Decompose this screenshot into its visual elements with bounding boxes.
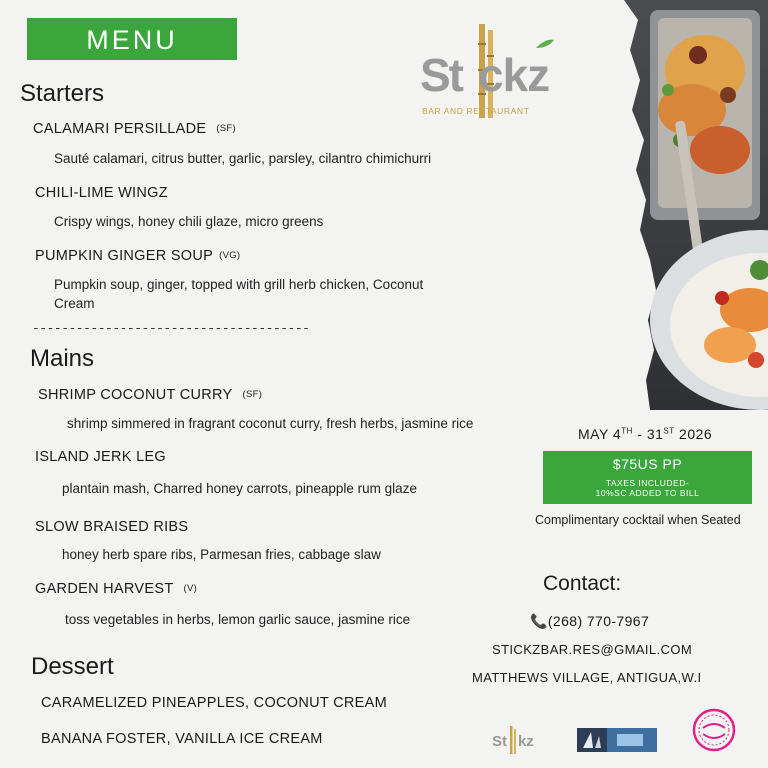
menu-banner: MENU bbox=[27, 18, 237, 60]
event-dates: MAY 4TH - 31ST 2026 bbox=[578, 426, 713, 442]
menu-item-name: SHRIMP COCONUT CURRY (SF) bbox=[38, 387, 263, 403]
contact-heading: Contact: bbox=[543, 572, 622, 595]
menu-item-name: CALAMARI PERSILLADE (SF) bbox=[33, 121, 236, 137]
dessert-heading: Dessert bbox=[31, 653, 114, 680]
complimentary-note: Complimentary cocktail when Seated bbox=[535, 513, 741, 527]
menu-item-description: shrimp simmered in fragrant coconut curry, fresh herbs, jasmine rice bbox=[67, 416, 474, 431]
logo-wordmark: St ckz bbox=[420, 49, 550, 101]
menu-item-description: Pumpkin soup, ginger, topped with grill herb chicken, Coconut Cream bbox=[54, 277, 424, 311]
footer-logo-restaurant-week bbox=[692, 708, 736, 752]
menu-item-name: CHILI-LIME WINGZ bbox=[35, 185, 168, 201]
menu-item-name: PUMPKIN GINGER SOUP (VG) bbox=[35, 248, 241, 264]
menu-item-name: GARDEN HARVEST (V) bbox=[35, 581, 198, 597]
footer-logo-partner bbox=[577, 728, 657, 752]
menu-item-name: CARAMELIZED PINEAPPLES, COCONUT CREAM bbox=[41, 695, 388, 711]
menu-item-name: BANANA FOSTER, VANILLA ICE CREAM bbox=[41, 731, 323, 747]
svg-text:St: St bbox=[492, 733, 507, 750]
price: $75US PP bbox=[612, 456, 683, 472]
dietary-tag: (SF) bbox=[242, 389, 263, 400]
phone-icon: 📞 bbox=[530, 613, 548, 629]
menu-item-description: Crispy wings, honey chili glaze, micro greens bbox=[54, 214, 324, 229]
menu-item-name: SLOW BRAISED RIBS bbox=[35, 519, 189, 535]
menu-item-description: Sauté calamari, citrus butter, garlic, parsley, cilantro chimichurri bbox=[54, 151, 432, 166]
food-photo bbox=[610, 0, 768, 410]
logo-tagline: BAR AND RESTAURANT bbox=[422, 106, 530, 116]
menu-item-description: plantain mash, Charred honey carrots, pineapple rum glaze bbox=[62, 481, 417, 496]
price-fine-print: TAXES INCLUDED- 10%SC ADDED TO BILL bbox=[595, 478, 700, 498]
contact-phone: 📞(268) 770-7967 bbox=[530, 613, 650, 629]
footer-logo-stickz bbox=[490, 720, 540, 758]
dietary-tag: (SF) bbox=[216, 123, 236, 134]
menu-item-description: toss vegetables in herbs, lemon garlic sauce, jasmine rice bbox=[65, 612, 411, 627]
section-divider: -------------------------------------- bbox=[32, 321, 310, 336]
starters-heading: Starters bbox=[20, 80, 105, 107]
dietary-tag: (V) bbox=[183, 583, 198, 594]
contact-email: STICKZBAR.RES@GMAIL.COM bbox=[492, 642, 693, 657]
menu-item-description: honey herb spare ribs, Parmesan fries, cabbage slaw bbox=[62, 547, 381, 562]
dietary-tag: (VG) bbox=[219, 250, 241, 261]
logo bbox=[420, 22, 575, 122]
svg-text:kz: kz bbox=[518, 733, 534, 750]
mains-heading: Mains bbox=[30, 345, 95, 372]
menu-item-name: ISLAND JERK LEG bbox=[35, 449, 167, 465]
price-box bbox=[543, 451, 752, 504]
contact-address: MATTHEWS VILLAGE, ANTIGUA,W.I bbox=[472, 670, 702, 685]
